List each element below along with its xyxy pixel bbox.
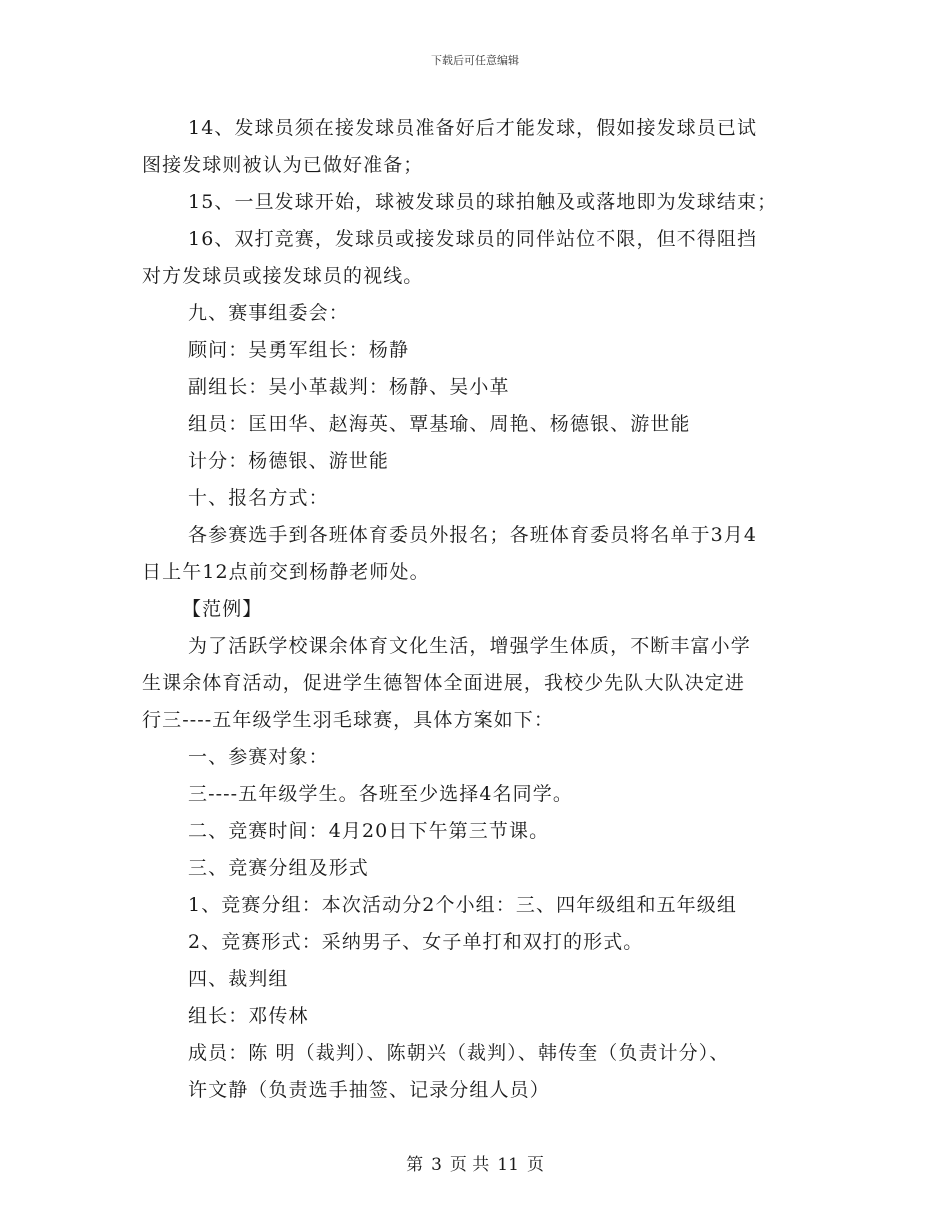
paragraph-line: 2、竞赛形式：采纳男子、女子单打和双打的形式。: [188, 931, 644, 953]
page-footer: [0, 1154, 950, 1176]
paragraph-line: 图接发球则被认为已做好准备；: [142, 154, 424, 176]
footer-middle: 页 共: [449, 1155, 490, 1175]
section-heading: 四、裁判组: [188, 968, 289, 990]
paragraph-line: 二、竞赛时间：4月20日下午第三节课。: [188, 820, 550, 842]
paragraph-line: 组员：匡田华、赵海英、覃基瑜、周艳、杨德银、游世能: [188, 413, 691, 435]
paragraph-line: 14、发球员须在接发球员准备好后才能发球，假如接发球员已试: [188, 117, 758, 139]
paragraph-line: 三----五年级学生。各班至少选择4名同学。: [188, 783, 573, 805]
section-heading: 一、参赛对象：: [188, 746, 329, 768]
footer-prefix: 第: [406, 1155, 424, 1175]
section-heading: 三、竞赛分组及形式: [188, 857, 369, 879]
paragraph-line: 组长：邓传林: [188, 1005, 309, 1027]
section-heading: 九、赛事组委会：: [188, 302, 349, 324]
paragraph-line: 许文静（负责选手抽签、记录分组人员）: [188, 1079, 550, 1101]
total-page-count: 11: [497, 1155, 519, 1175]
section-heading: 十、报名方式：: [188, 487, 329, 509]
paragraph-line: 计分：杨德银、游世能: [188, 450, 390, 472]
paragraph-line: 1、竞赛分组：本次活动分2个小组：三、四年级组和五年级组: [188, 894, 737, 916]
section-heading: 【范例】: [182, 598, 263, 620]
paragraph-line: 副组长：吴小革裁判：杨静、吴小革: [188, 376, 510, 398]
paragraph-line: 日上午12点前交到杨静老师处。: [142, 561, 430, 583]
document-body: [142, 110, 810, 1109]
footer-suffix: 页: [526, 1155, 544, 1175]
paragraph-line: 16、双打竞赛，发球员或接发球员的同伴站位不限，但不得阻挡: [188, 228, 758, 250]
paragraph-line: 各参赛选手到各班体育委员外报名；各班体育委员将名单于3月4: [188, 524, 758, 546]
paragraph-line: 为了活跃学校课余体育文化生活，增强学生体质，不断丰富小学: [188, 635, 751, 657]
page-header-watermark: 下载后可任意编辑: [431, 54, 519, 67]
paragraph-line: 对方发球员或接发球员的视线。: [142, 265, 424, 287]
paragraph-line: 15、一旦发球开始，球被发球员的球拍触及或落地即为发球结束；: [188, 191, 778, 213]
paragraph-line: 生课余体育活动，促进学生德智体全面进展，我校少先队大队决定进: [142, 672, 746, 694]
paragraph-line: 成员：陈 明（裁判）、陈朝兴（裁判）、韩传奎（负责计分）、: [188, 1042, 730, 1064]
paragraph-line: 顾问：吴勇军组长：杨静: [188, 339, 410, 361]
paragraph-line: 行三----五年级学生羽毛球赛，具体方案如下：: [142, 709, 554, 731]
current-page-number: 3: [431, 1155, 442, 1175]
